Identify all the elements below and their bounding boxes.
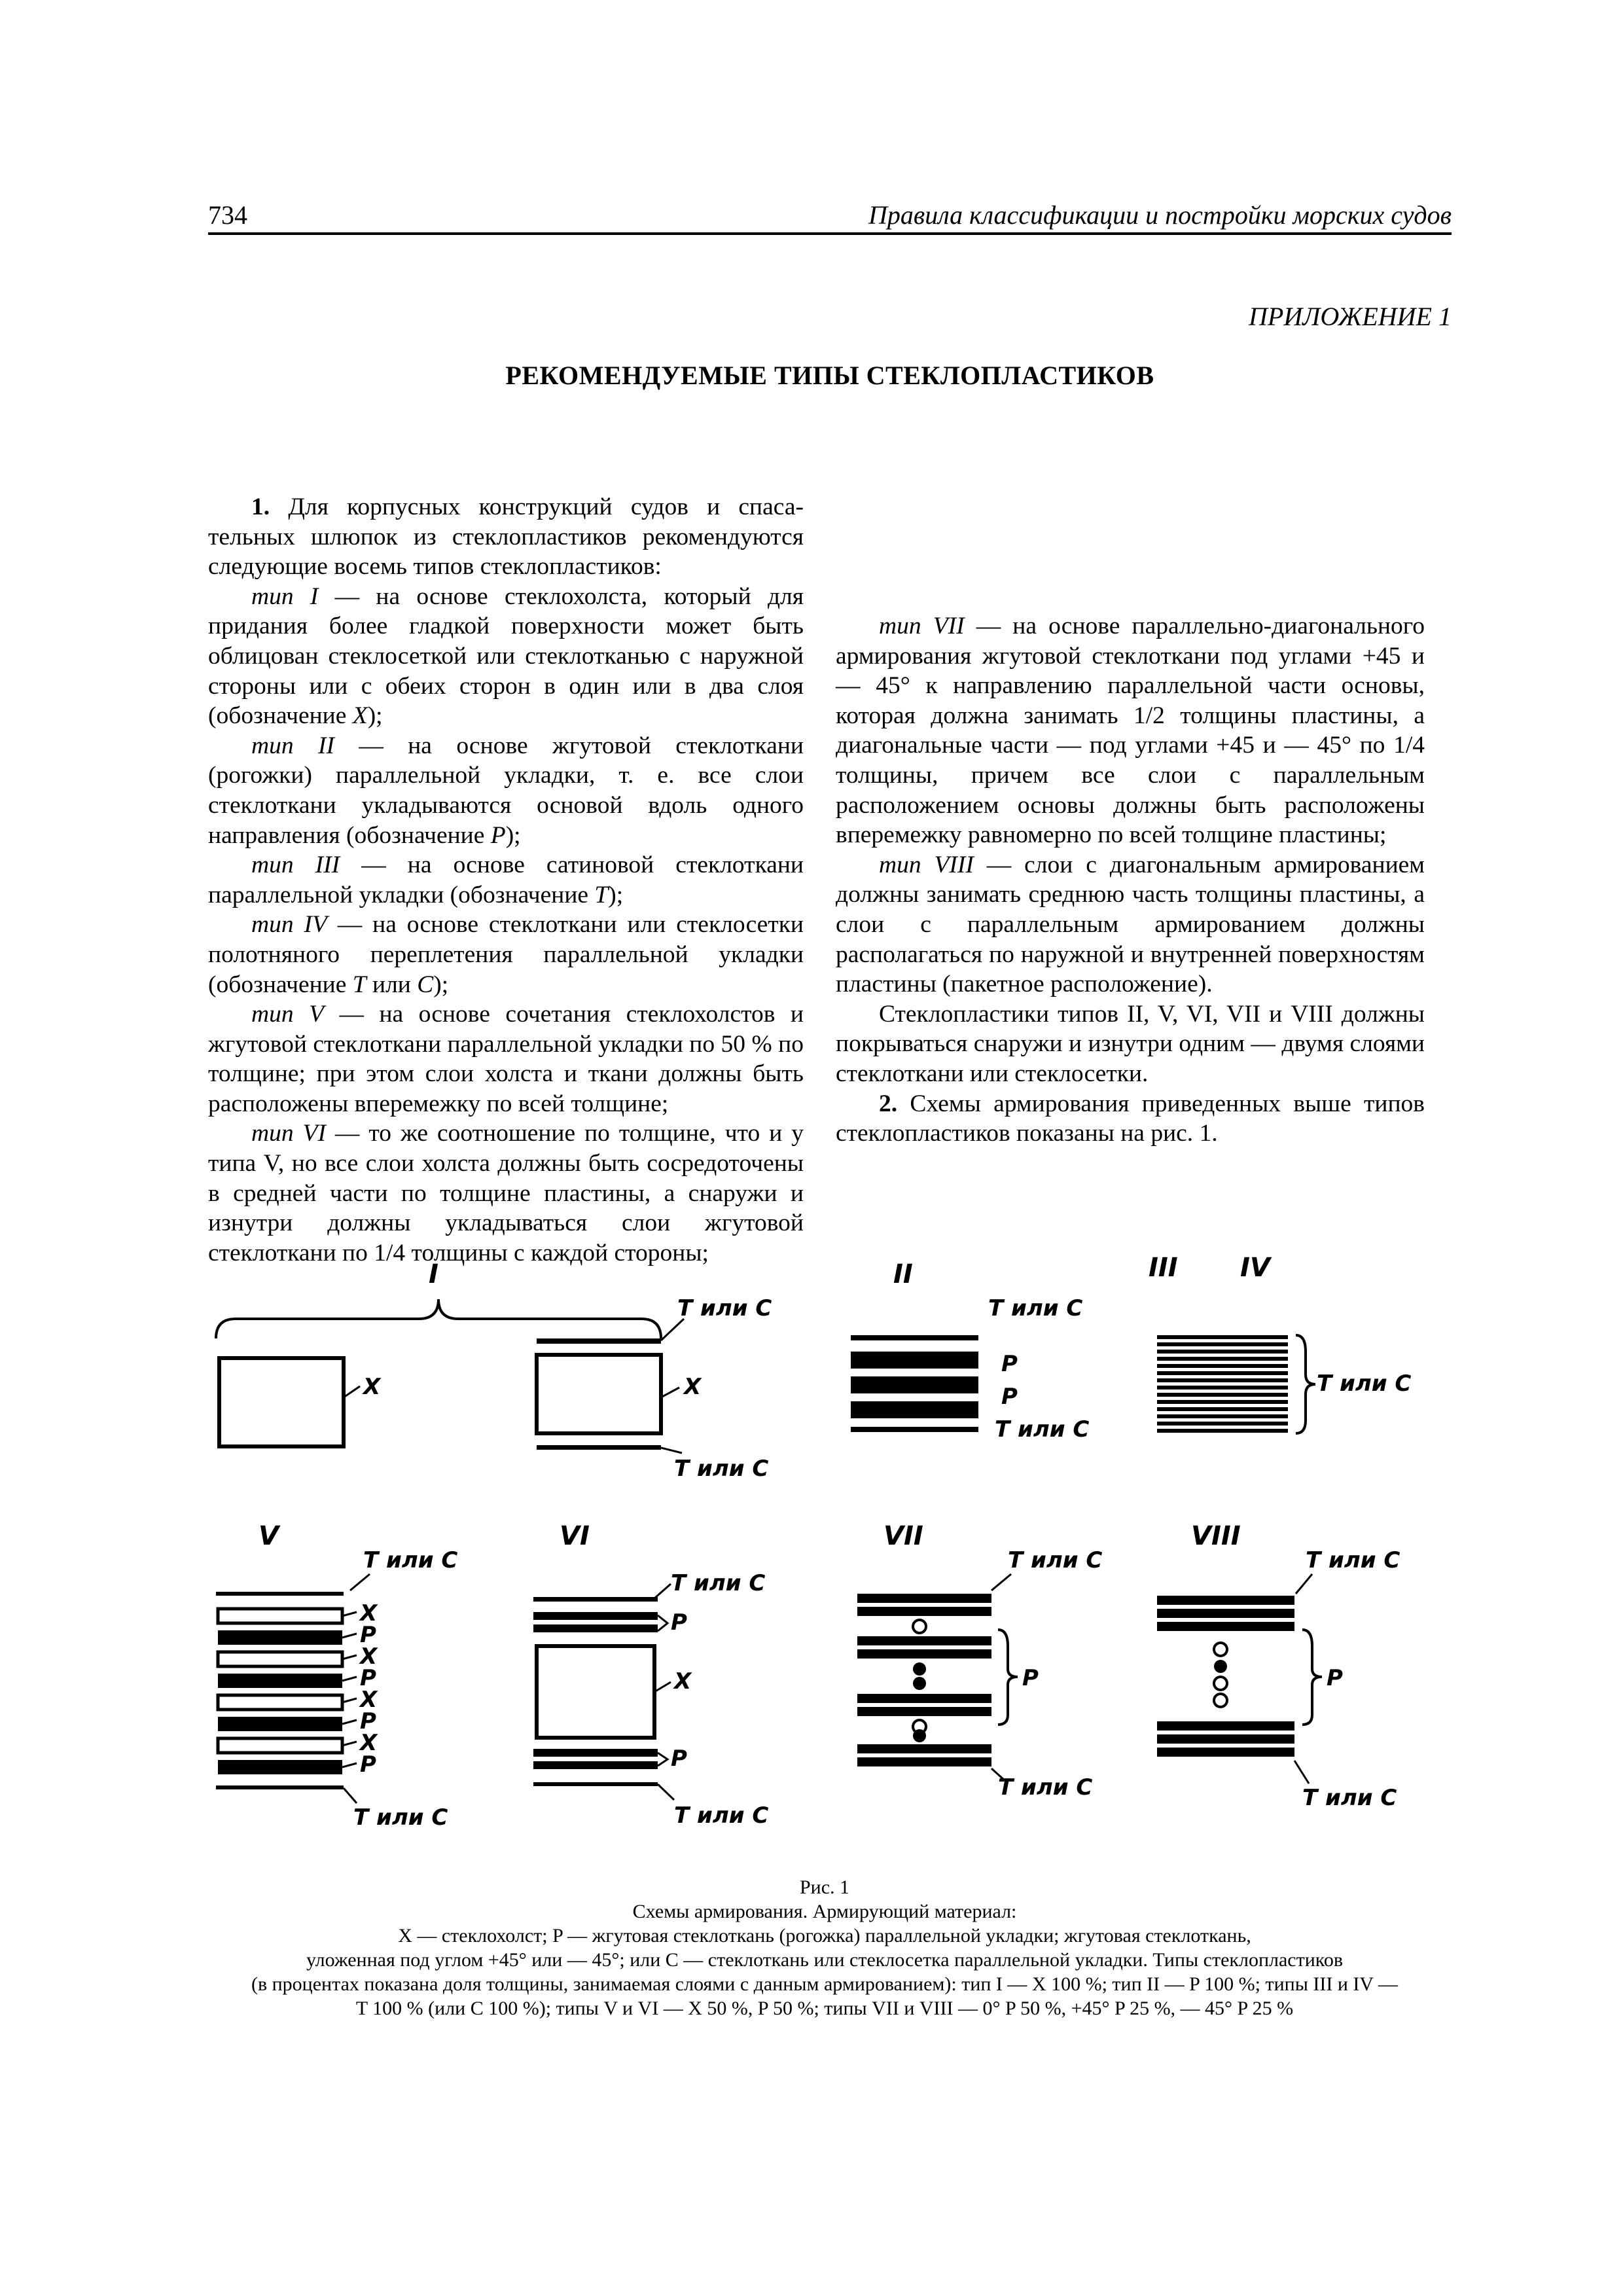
leader-line [342, 1763, 357, 1767]
scheme-type-3-4 [1149, 1253, 1411, 1433]
type-symbol: T [594, 881, 609, 908]
roving-layer [1157, 1622, 1294, 1631]
type-label: тип V [251, 1001, 324, 1028]
type-2-paragraph [208, 731, 804, 850]
leader-line [342, 1634, 357, 1638]
type-text: — на основе сатиновой стеклоткани параллельной укладки (обозначение [208, 852, 804, 908]
type-text: — на основе стеклоткани или стеклосетки полотняного переплетения параллельной укладки (обозначение [208, 911, 804, 998]
mat-layer-box [219, 1358, 344, 1446]
roving-layer [857, 1594, 991, 1603]
t-or-c-label: Т или С [671, 1570, 766, 1596]
diagonal-minus45-marker [1214, 1660, 1227, 1673]
t-or-c-label: Т или С [995, 1416, 1090, 1443]
leader-line [350, 1574, 370, 1590]
diagonal-minus45-marker [913, 1729, 926, 1742]
roving-layer [857, 1649, 991, 1659]
caption-line: X — стеклохолст; P — жгутовая стеклоткань (рогожка) параллельной укладки; жгутовая стеклоткань, [398, 1925, 1251, 1946]
t-or-c-label: Т или С [1306, 1547, 1400, 1573]
mat-layer-box [537, 1646, 654, 1738]
scheme-type-6 [533, 1521, 768, 1829]
type-4-paragraph [208, 910, 804, 999]
t-or-c-label: Т или С [988, 1295, 1083, 1321]
leader-line [658, 1615, 668, 1631]
top-cloth-layer [537, 1338, 661, 1344]
type-label: тип II [251, 732, 334, 759]
roving-layer [857, 1707, 991, 1716]
type-1-paragraph [208, 582, 804, 731]
leader-line [342, 1677, 357, 1681]
reinforcement-schemes-figure [196, 1237, 1453, 1859]
leader-line [342, 1698, 357, 1702]
scheme-type-1 [216, 1259, 772, 1482]
t-or-c-label: Т или С [363, 1547, 458, 1573]
p-label: P [671, 1609, 687, 1636]
p-label: P [360, 1622, 376, 1648]
roving-layer [218, 1760, 342, 1774]
caption-line: (в процентах показана доля толщины, занимаемая слоями с данным армированием): тип I — X 100 %; тип II — P 100 %; типы III и IV — [251, 1973, 1399, 1995]
type-text-end: ); [367, 702, 383, 730]
leader-line [654, 1682, 671, 1692]
roving-layer [857, 1607, 991, 1616]
roving-layer [857, 1636, 991, 1645]
header-rule [208, 232, 1452, 235]
type-text-end: ); [505, 821, 521, 849]
thin-cloth-layer [1157, 1350, 1288, 1354]
type-text: — на основе жгутовой стеклоткани (рогожки) параллельной укладки, т. е. все слои стеклоткани укладываются основой вдоль одного направления (обозначение [208, 732, 804, 849]
thin-cloth-layer [1157, 1342, 1288, 1346]
type-symbol: T [352, 971, 366, 998]
paragraph-text: Для корпусных конструкций судов и спасательных шлюпок из стеклопластиков рекомендуются следующие восемь типов стеклопластиков: [208, 493, 804, 581]
diagonal-plus45-marker [913, 1620, 926, 1633]
type-8-paragraph [836, 850, 1425, 999]
scheme-type-2 [851, 1259, 1089, 1443]
roving-layer [533, 1761, 658, 1769]
thin-cloth-layer [1157, 1378, 1288, 1382]
mat-layer [218, 1738, 342, 1753]
cloth-layer [851, 1335, 978, 1340]
diagonal-plus45-marker [1214, 1694, 1227, 1707]
paragraph-number: 1. [251, 493, 270, 520]
figure-caption [196, 1875, 1453, 2020]
diagonal-plus45-marker [1214, 1677, 1227, 1690]
t-or-c-label: Т или С [674, 1803, 769, 1829]
cloth-layer [216, 1592, 344, 1596]
x-label: X [360, 1687, 378, 1713]
leader-line [654, 1584, 671, 1598]
scheme-type-8 [1157, 1521, 1400, 1811]
type-label: тип VII [879, 613, 965, 639]
type-text: — на основе стеклохолста, который для придания более гладкой поверхности может быть облицован стеклосеткой или стеклотканью с наружной стороны или с обеих сторон в один или в два слоя (обозначение [208, 583, 804, 730]
paragraph-2 [836, 1089, 1425, 1149]
thin-cloth-layer [1157, 1335, 1288, 1339]
leader-line [342, 1720, 357, 1724]
mat-layer [218, 1652, 342, 1666]
t-or-c-label: Т или С [1317, 1371, 1412, 1397]
roving-layer [1157, 1596, 1294, 1605]
leader-line [342, 1612, 357, 1616]
cloth-layer [851, 1427, 978, 1432]
t-or-c-label: Т или С [353, 1804, 448, 1831]
type-symbol: P [490, 821, 506, 849]
p-label: P [360, 1708, 376, 1734]
leader-line [661, 1448, 682, 1453]
roving-layer [533, 1624, 658, 1632]
type-symbol: C [417, 971, 434, 998]
type-label: тип IV [251, 911, 327, 939]
brace [998, 1630, 1018, 1725]
leader-line [342, 1655, 357, 1659]
paragraph-cover: Стеклопластики типов II, V, VI, VII и VIII должны покрываться снаружи и изнутри одним — двумя слоями стеклоткани или стеклосетки. [836, 1000, 1425, 1087]
thin-cloth-layer [1157, 1364, 1288, 1368]
type-text-or: или [366, 971, 418, 998]
diagonal-minus45-marker [913, 1662, 926, 1676]
leader-line [342, 1742, 357, 1746]
type-symbol: X [352, 702, 368, 730]
bottom-cloth-layer [537, 1445, 661, 1450]
leader-line [1296, 1574, 1312, 1594]
thin-cloth-layer [1157, 1414, 1288, 1418]
type-4-label: IV [1240, 1253, 1270, 1283]
type-3-label: III [1149, 1253, 1178, 1283]
roving-layer [533, 1749, 658, 1757]
roving-layer [851, 1376, 978, 1393]
x-label: X [360, 1600, 378, 1626]
p-label: P [1022, 1665, 1039, 1691]
roving-layer [1157, 1748, 1294, 1757]
type-label: тип III [251, 852, 340, 879]
figure-number: Рис. 1 [799, 1876, 850, 1898]
caption-line: уложенная под углом +45° или — 45°; или C — стеклоткань или стеклосетка параллельной укладки. Типы стеклопластиков [306, 1949, 1344, 1971]
type-text: — то же соотношение по толщине, что и у типа V, но все слои холста должны быть сосредоточены в средней части по толщине пластины, а снаружи и изнутри должны укладываться слои жгутовой стеклоткани по 1/4 толщины с каждой стороны; [208, 1120, 804, 1266]
type-label: тип VIII [879, 851, 974, 878]
brace [216, 1299, 661, 1338]
brace [1296, 1335, 1315, 1433]
type-6-label: VI [560, 1521, 590, 1551]
type-text: — на основе сочетания стеклохолстов и жгутовой стеклоткани параллельной укладки по 50 % по толщине; при этом слои холста и ткани должны быть расположены вперемежку по всей толщине; [208, 1001, 804, 1117]
t-or-c-label: Т или С [677, 1295, 772, 1321]
mat-layer-box [537, 1355, 661, 1433]
p-label: P [360, 1665, 376, 1691]
roving-layer [218, 1630, 342, 1645]
cloth-layer [533, 1597, 658, 1602]
type-5-label: V [259, 1521, 279, 1551]
roving-layer [857, 1694, 991, 1703]
leader-line [658, 1784, 674, 1800]
leader-line [991, 1574, 1011, 1590]
roving-layer [857, 1744, 991, 1753]
type-5-paragraph [208, 999, 804, 1119]
type-1-label: I [429, 1259, 438, 1289]
p-label: P [1327, 1665, 1343, 1691]
leader-line [1294, 1761, 1309, 1784]
t-or-c-label: Т или С [674, 1456, 769, 1482]
x-label: X [684, 1374, 702, 1400]
type-text-end: ); [608, 881, 624, 908]
leader-line [658, 1753, 668, 1766]
x-label: X [360, 1643, 378, 1670]
roving-layer [1157, 1609, 1294, 1618]
text-column-left [208, 492, 804, 1268]
thin-cloth-layer [1157, 1386, 1288, 1390]
type-text: — на основе параллельно-диагонального армирования жгутовой стеклоткани под углами +45 и — 45° к направлению параллельной части основы, которая должна занимать 1/2 толщины пластины, а диагональные части — под углами +45 и — 45° по 1/4 толщины, причем все слои с параллельным расположением основы должны быть расположены вперемежку равномерно по всей толщине пластины; [836, 613, 1425, 849]
leader-line [344, 1788, 357, 1803]
p-label: P [671, 1746, 687, 1772]
type-8-label: VIII [1191, 1521, 1241, 1551]
cloth-layer [216, 1785, 344, 1789]
scheme-type-5 [216, 1521, 457, 1831]
caption-line: Схемы армирования. Армирующий материал: [632, 1901, 1017, 1922]
t-or-c-label: Т или С [1008, 1547, 1103, 1573]
thin-cloth-layer [1157, 1371, 1288, 1375]
p-label: P [1001, 1384, 1018, 1410]
thin-cloth-layer [1157, 1422, 1288, 1426]
brace [1302, 1630, 1322, 1725]
leader-line [344, 1386, 360, 1397]
scheme-type-7 [857, 1521, 1102, 1801]
thin-cloth-layer [1157, 1429, 1288, 1433]
caption-line: T 100 % (или C 100 %); типы V и VI — X 50 %, P 50 %; типы VII и VIII — 0° P 50 %, +45° P 25 %, — 45° P 25 % [355, 1998, 1294, 2019]
leader-line [661, 1319, 684, 1340]
p-label: P [360, 1751, 376, 1778]
roving-layer [1157, 1734, 1294, 1744]
roving-layer [533, 1612, 658, 1620]
mat-layer [218, 1609, 342, 1623]
type-7-label: VII [883, 1521, 923, 1551]
thin-cloth-layer [1157, 1400, 1288, 1404]
type-3-paragraph [208, 850, 804, 910]
thin-cloth-layer [1157, 1357, 1288, 1361]
roving-layer [218, 1717, 342, 1731]
x-label: X [363, 1374, 381, 1400]
t-or-c-label: Т или С [1302, 1785, 1397, 1811]
x-label: X [674, 1668, 692, 1695]
type-text: — слои с диагональным армированием должны занимать среднюю часть толщины пластины, а слои с параллельным армированием должны располагаться по наружной и внутренней поверхностям пластины (пакетное расположение). [836, 851, 1425, 998]
paragraph-1 [208, 492, 804, 582]
type-7-paragraph [836, 611, 1425, 850]
thin-cloth-layer [1157, 1407, 1288, 1411]
paragraph-text: Схемы армирования приведенных выше типов стеклопластиков показаны на рис. 1. [836, 1090, 1425, 1147]
roving-layer [851, 1401, 978, 1418]
p-label: P [1001, 1351, 1018, 1377]
roving-layer [218, 1674, 342, 1688]
type-label: тип I [251, 583, 319, 610]
type-label: тип VI [251, 1120, 326, 1147]
page-title: РЕКОМЕНДУЕМЫЕ ТИПЫ СТЕКЛОПЛАСТИКОВ [505, 361, 1154, 390]
thin-layer-stack [1157, 1335, 1288, 1433]
thin-cloth-layer [1157, 1393, 1288, 1397]
diagonal-minus45-marker [913, 1677, 926, 1690]
appendix-label: ПРИЛОЖЕНИЕ 1 [1249, 302, 1452, 331]
type-2-label: II [893, 1259, 913, 1289]
running-title: Правила классификации и постройки морских судов [868, 200, 1452, 230]
page-number: 734 [208, 200, 247, 230]
diagonal-plus45-marker [1214, 1643, 1227, 1656]
mat-layer [218, 1695, 342, 1710]
roving-layer [857, 1757, 991, 1767]
leader-line [661, 1388, 679, 1397]
t-or-c-label: Т или С [998, 1774, 1093, 1801]
text-column-right [836, 492, 1425, 1149]
paragraph-number: 2. [879, 1090, 898, 1117]
cloth-layer [533, 1782, 658, 1786]
roving-layer [851, 1352, 978, 1369]
roving-layer [1157, 1721, 1294, 1731]
alternating-layer-stack [216, 1592, 378, 1803]
x-label: X [360, 1730, 378, 1756]
type-text-end: ); [433, 971, 449, 998]
